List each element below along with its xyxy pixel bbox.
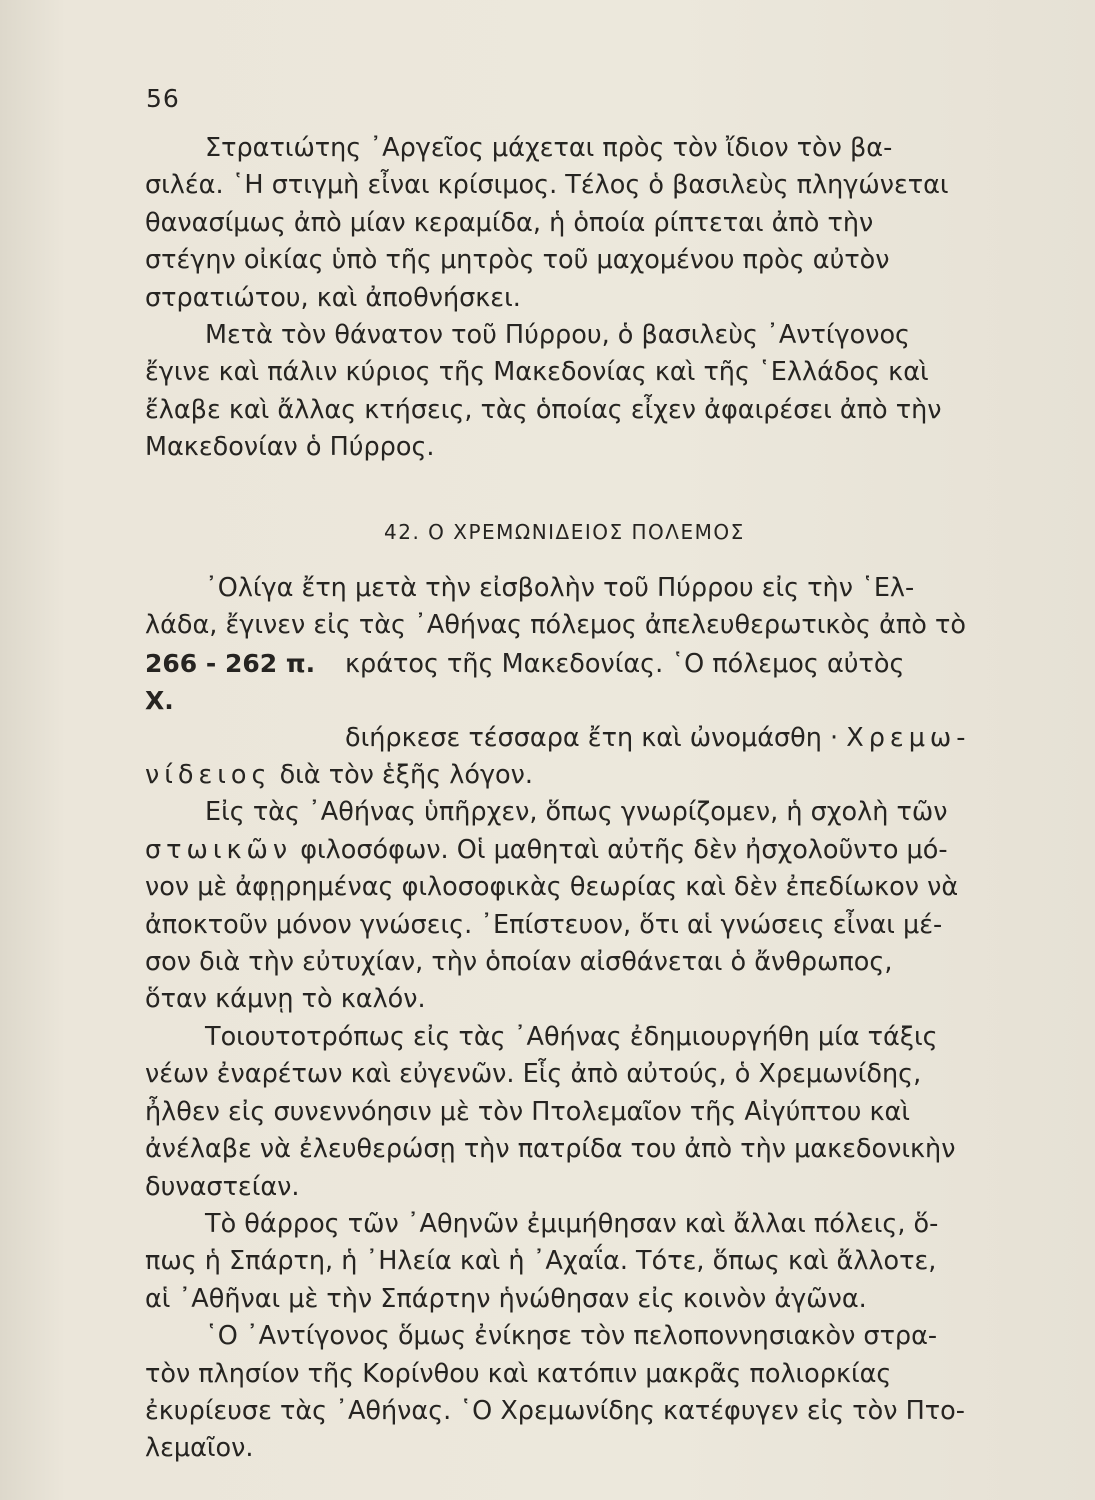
paragraph-line: ἔλαβε καὶ ἄλλας κτήσεις, τὰς ὁποίας εἶχεν ἀφαιρέσει ἀπὸ τὴν xyxy=(145,394,942,425)
paragraph-line: στέγην οἰκίας ὑπὸ τῆς μητρὸς τοῦ μαχομένου πρὸς αὐτὸν xyxy=(145,245,890,276)
paragraph-line: λεμαῖον. xyxy=(145,1433,254,1464)
paragraph-line: Εἰς τὰς ᾿Αθήνας ὑπῆρχεν, ὅπως γνωρίζομεν, ἡ σχολὴ τῶν xyxy=(205,797,948,828)
paragraph-line: Τοιουτοτρόπως εἰς τὰς ᾿Αθήνας ἐδημιουργήθη μία τάξις xyxy=(205,1021,938,1052)
paragraph-line: ἀνέλαβε νὰ ἐλευθερώσῃ τὴν πατρίδα του ἀπὸ τὴν μακεδονικὴν xyxy=(145,1134,956,1165)
emphasized-text: νίδειος xyxy=(145,760,272,791)
date-margin-label: 266 - 262 π. Χ. xyxy=(145,648,316,716)
date-row xyxy=(145,645,1010,720)
paragraph-line: θανασίμως ἀπὸ μίαν κεραμίδα, ἡ ὁποία ρίπτεται ἀπὸ τὴν xyxy=(145,207,874,238)
paragraph-line: στρατιώτου, καὶ ἀποθνήσκει. xyxy=(145,282,521,313)
paragraph-line xyxy=(145,757,1010,794)
paragraph-line: σιλέα. ῾Η στιγμὴ εἶναι κρίσιμος. Τέλος ὁ βασιλεὺς πληγώνεται xyxy=(145,170,949,201)
paragraph-line: Τὸ θάρρος τῶν ᾿Αθηνῶν ἐμιμήθησαν καὶ ἄλλαι πόλεις, ὅ- xyxy=(205,1208,939,1239)
paragraph-line: δυναστείαν. xyxy=(145,1171,300,1202)
paragraph-line xyxy=(145,832,1010,869)
paragraph-line: Στρατιώτης ᾿Αργεῖος μάχεται πρὸς τὸν ἴδιον τὸν βα- xyxy=(205,133,893,163)
paragraph-line: νέων ἐναρέτων καὶ εὐγενῶν. Εἷς ἀπὸ αὐτούς, ὁ Χρεμωνίδης, xyxy=(145,1059,922,1090)
emphasized-text: Χρεμω- xyxy=(846,722,971,753)
paragraph-line: ὅταν κάμνῃ τὸ καλόν. xyxy=(145,984,426,1015)
paragraph-line: ῾Ο ᾿Αντίγονος ὅμως ἐνίκησε τὸν πελοποννησιακὸν στρα- xyxy=(205,1321,938,1352)
paragraph-line: ἐκυρίευσε τὰς ᾿Αθήνας. ῾Ο Χρεμωνίδης κατέφυγεν εἰς τὸν Πτο- xyxy=(145,1395,965,1426)
paragraph-line: νον μὲ ἀφῃρημένας φιλοσοφικὰς θεωρίας καὶ δὲν ἐπεδίωκον νὰ xyxy=(145,872,959,903)
paragraph-line: λάδα, ἔγινεν εἰς τὰς ᾿Αθήνας πόλεμος ἀπελευθερωτικὸς ἀπὸ τὸ xyxy=(145,610,966,641)
paragraph-text: διήρκεσε τέσσαρα ἔτη καὶ ὠνομάσθη · xyxy=(345,722,839,753)
paragraph-line: κράτος τῆς Μακεδονίας. ῾Ο πόλεμος αὐτὸς xyxy=(345,648,905,679)
bottom-text-block xyxy=(145,570,1010,1468)
paragraph-line: τὸν πλησίον τῆς Κορίνθου καὶ κατόπιν μακρᾶς πολιορκίας xyxy=(145,1358,892,1389)
paragraph-line: Μετὰ τὸν θάνατον τοῦ Πύρρου, ὁ βασιλεὺς ᾿Αντίγονος xyxy=(205,320,911,351)
top-text-block xyxy=(145,130,1010,467)
paragraph-line: ᾿Ολίγα ἔτη μετὰ τὴν εἰσβολὴν τοῦ Πύρρου εἰς τὴν ῾Ελ- xyxy=(205,573,915,603)
paragraph-line: ἦλθεν εἰς συνεννόησιν μὲ τὸν Πτολεμαῖον τῆς Αἰγύπτου καὶ xyxy=(145,1096,910,1127)
page-number: 56 xyxy=(146,84,180,113)
paragraph-text: διὰ τὸν ἑξῆς λόγον. xyxy=(279,760,533,791)
section-heading: 42. Ο ΧΡΕΜΩΝΙΔΕΙΟΣ ΠΟΛΕΜΟΣ xyxy=(384,520,745,544)
paragraph-line: Μακεδονίαν ὁ Πύρρος. xyxy=(145,432,435,463)
paragraph-text: φιλοσόφων. Οἱ μαθηταὶ αὐτῆς δὲν ἠσχολοῦντο μό- xyxy=(300,834,948,865)
paragraph-line: ἀποκτοῦν μόνον γνώσεις. ᾿Επίστευον, ὅτι αἱ γνώσεις εἶναι μέ- xyxy=(145,909,943,940)
paragraph-line: σον διὰ τὴν εὐτυχίαν, τὴν ὁποίαν αἰσθάνεται ὁ ἄνθρωπος, xyxy=(145,947,893,978)
paragraph-line xyxy=(345,720,1010,757)
paragraph-line: ἔγινε καὶ πάλιν κύριος τῆς Μακεδονίας καὶ τῆς ῾Ελλάδος καὶ xyxy=(145,357,929,388)
paragraph-line: αἱ ᾿Αθῆναι μὲ τὴν Σπάρτην ἡνώθησαν εἰς κοινὸν ἀγῶνα. xyxy=(145,1283,867,1314)
paragraph-line: πως ἡ Σπάρτη, ἡ ᾿Ηλεία καὶ ἡ ᾿Αχαΐα. Τότε, ὅπως καὶ ἄλλοτε, xyxy=(145,1246,937,1277)
emphasized-text: στωικῶν xyxy=(145,834,293,865)
